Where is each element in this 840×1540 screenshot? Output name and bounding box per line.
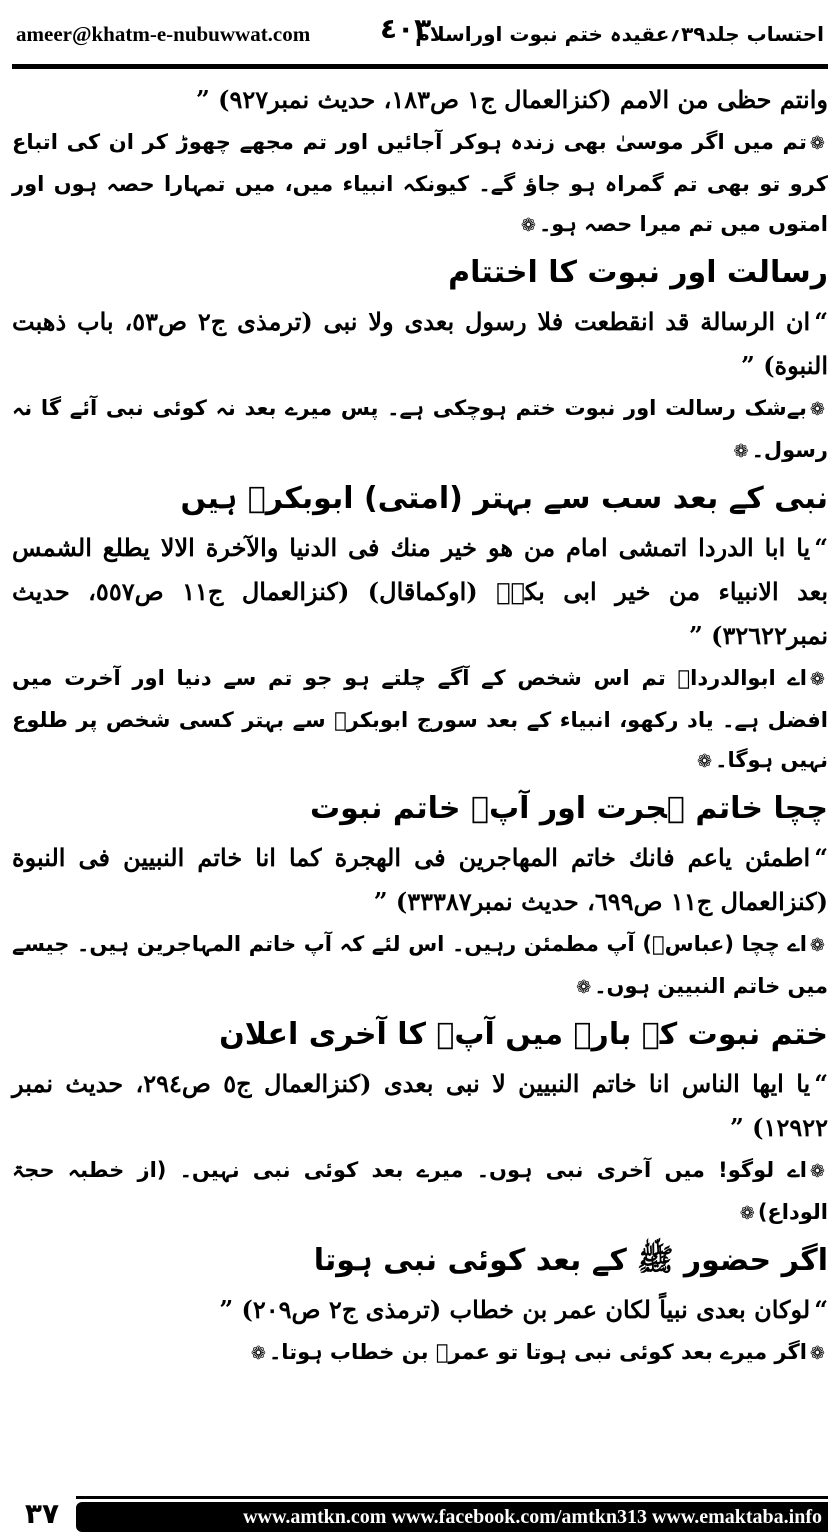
ornament-icon: ❁ [809,1343,825,1364]
ornament-icon: ❁ [809,669,825,690]
ornament-icon: ❁ [809,935,825,956]
ornament-icon: ❁ [809,1161,825,1182]
ornament-icon: ❁ [739,1203,755,1224]
arabic-hadith-2: “ان الرسالة قد انقطعت فلا رسول بعدى ولا نبى (ترمذى ج٢ ص٥٣، باب ذهبت النبوة) ” [12,307,828,380]
urdu-translation-1: ❁تم میں اگر موسیٰ بھی زندہ ہوکر آجائیں اور تم مجھے چھوڑ کر ان کی اتباع کرو تو بھی تم گمراہ ہو جاؤ گے۔ کیونکہ انبیاء میں، میں تمہارا حصہ ہوں اور امتوں میں تم میرا حصہ ہو۔❁ [12,130,828,236]
footer-links[interactable]: www.amtkn.com www.facebook.com/amtkn313 www.emaktaba.info [243,1506,822,1528]
footer-page-number: ۳۷ [12,1496,72,1532]
section-heading-3: چچا خاتم ہجرت اور آپؐ خاتم نبوت [309,791,828,826]
section-heading-1: رسالت اور نبوت کا اختتام [448,255,828,290]
ornament-icon: ❁ [250,1343,266,1364]
section-heading-5: اگر حضور ﷺ کے بعد کوئی نبی ہوتا [313,1243,828,1278]
ornament-icon: ❁ [576,977,592,998]
section-heading-2: نبی کے بعد سب سے بہتر (امتی) ابوبکرؓ ہیں [180,481,828,516]
ornament-icon: ❁ [697,751,713,772]
arabic-hadith-4: “اطمئن ياعم فانك خاتم المهاجرين فى الهجرة كما انا خاتم النبيين فى النبوة (كنزالعمال ج١١ ص٦٩٩، حديث نمبر٣٣٣٨٧) ” [12,843,828,916]
ornament-icon: ❁ [520,215,536,236]
header-email[interactable]: ameer@khatm-e-nubuwwat.com [16,22,311,46]
arabic-hadith-6: “لوكان بعدى نبياً لكان عمر بن خطاب (ترمذى ج٢ ص٢٠٩) ” [219,1295,828,1324]
urdu-translation-5: ❁اے لوگو! میں آخری نبی ہوں۔ میرے بعد کوئی نبی نہیں۔ (از خطبہ حجۃ الوداع)❁ [12,1158,828,1224]
header-rule [12,64,828,69]
arabic-hadith-3: “يا ابا الدردا اتمشى امام من هو خير منك فى الدنيا والآخرة الالا يطلع الشمس بعد الانبياء من خير ابى بكرؓ (اوكماقال) (كنزالعمال ج١١ ص٥٥٧، حديث نمبر٣٢٦٢٢) ” [12,533,828,650]
header-page-number: ٤٠٣ [380,12,432,45]
section-heading-4: ختم نبوت کے بارے میں آپؐ کا آخری اعلان [219,1017,828,1052]
header-book-title: احتساب جلد۳۹؍عقیدہ ختم نبوت اوراسلام [415,22,824,46]
arabic-hadith-1: وانتم حظى من الامم (كنزالعمال ج١ ص١٨٣، حديث نمبر٩٢٧) ” [195,85,828,114]
ornament-icon: ❁ [809,133,825,154]
ornament-icon: ❁ [733,441,749,462]
urdu-translation-3: ❁اے ابوالدرداؓ تم اس شخص کے آگے چلتے ہو جو تم سے دنیا اور آخرت میں افضل ہے۔ یاد رکھو، انبیاء کے بعد سورج ابوبکرؓ سے بہتر کسی شخص پر طلوع نہیں ہوگا۔❁ [12,666,828,772]
urdu-translation-2: ❁بےشک رسالت اور نبوت ختم ہوچکی ہے۔ پس میرے بعد نہ کوئی نبی آئے گا نہ رسول۔❁ [12,396,828,462]
ornament-icon: ❁ [809,399,825,420]
page-footer [12,1496,828,1534]
page-header [12,10,828,60]
urdu-translation-6: ❁اگر میرے بعد کوئی نبی ہوتا تو عمرؓ بن خطاب ہوتا۔❁ [250,1340,825,1364]
urdu-translation-4: ❁اے چچا (عباسؓ) آپ مطمئن رہیں۔ اس لئے کہ آپ خاتم المہاجرین ہیں۔ جیسے میں خاتم النبیین ہوں۔❁ [12,932,828,998]
page-content [12,78,828,1374]
arabic-hadith-5: “يا ايها الناس انا خاتم النبيين لا نبى بعدى (كنزالعمال ج٥ ص٢٩٤، حديث نمبر ١٢٩٢٢) ” [12,1069,829,1142]
footer-rule [76,1496,828,1499]
